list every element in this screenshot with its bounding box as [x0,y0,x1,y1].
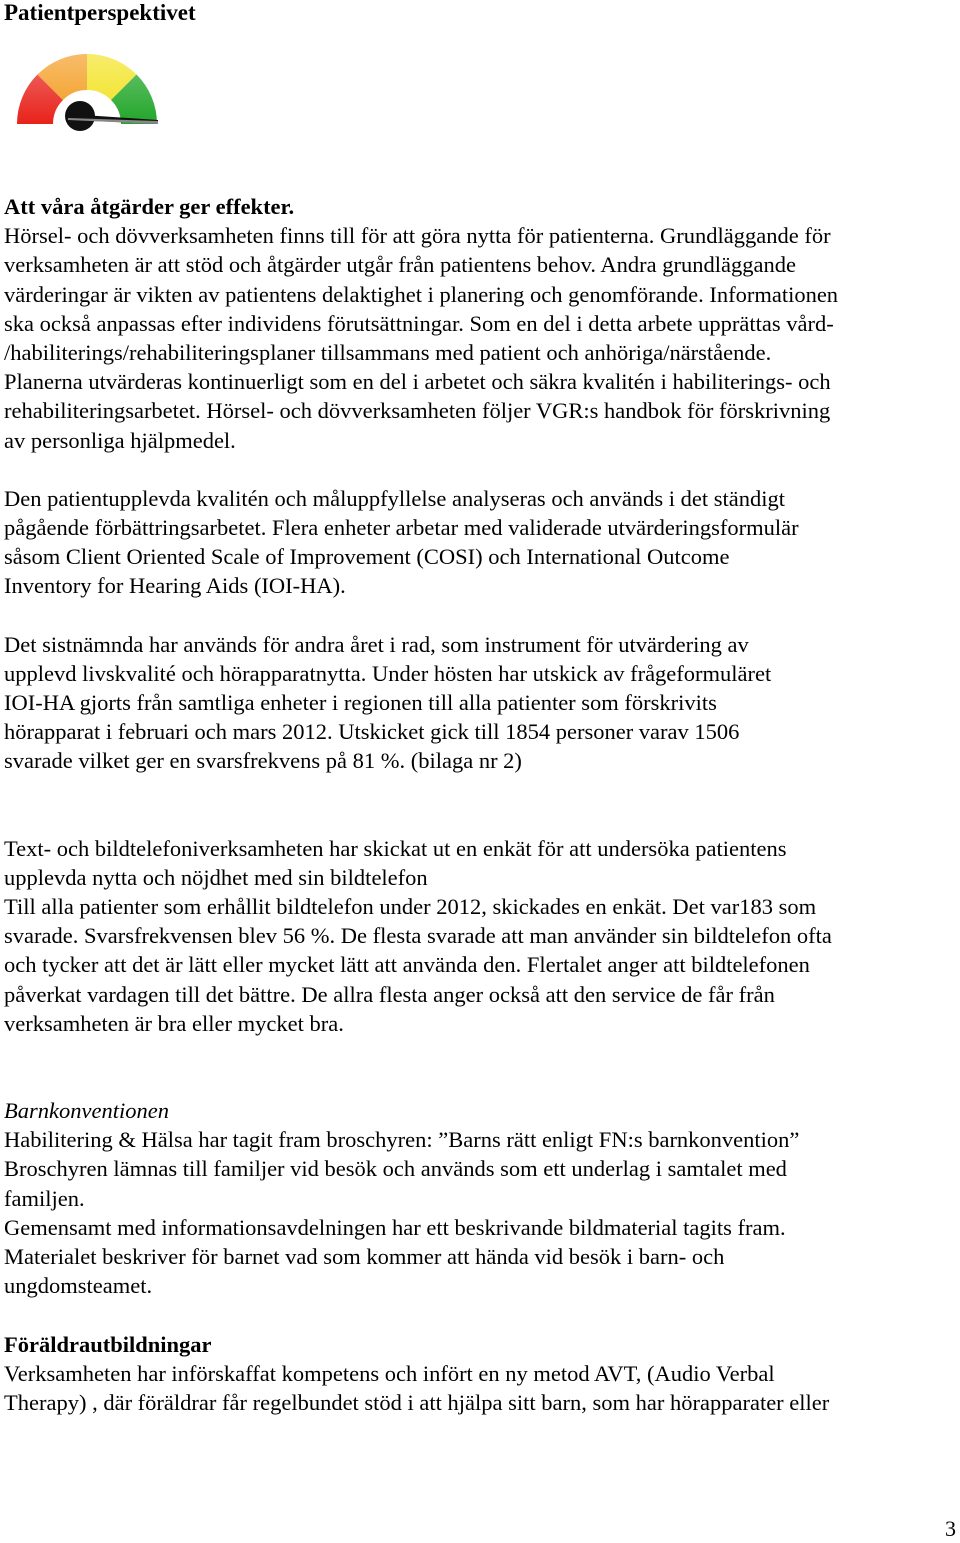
body-line: familjen. [4,1185,85,1211]
body-line: rehabiliteringsarbetet. Hörsel- och dövverksamheten följer VGR:s handbok för förskrivning [4,398,831,424]
gauge-graphic [12,44,162,144]
gauge-icon [12,44,162,144]
section-effects [4,192,952,455]
body-line: Inventory for Hearing Aids (IOI-HA). [4,573,346,599]
body-line: Planerna utvärderas kontinuerligt som en del i arbetet och säkra kvalitén i habiliterings- och [4,369,831,395]
body-line: påverkat vardagen till det bättre. De allra flesta anger också att den service de får från [4,981,775,1007]
body-line: värderingar är vikten av patientens delaktighet i planering och genomförande. Informationen [4,281,839,307]
section-heading: Föräldrautbildningar [4,1331,212,1357]
body-line: pågående förbättringsarbetet. Flera enheter arbetar med validerade utvärderingsformulär [4,515,799,541]
body-line: verksamheten är bra eller mycket bra. [4,1010,344,1036]
body-line: Det sistnämnda har används för andra året i rad, som instrument för utvärdering av [4,631,749,657]
body-line: Materialet beskriver för barnet vad som kommer att hända vid besök i barn- och [4,1244,725,1270]
body-line: IOI-HA gjorts från samtliga enheter i regionen till alla patienter som förskrivits [4,690,717,716]
document-body [4,192,952,1417]
body-line: Broschyren lämnas till familjer vid besök och används som ett underlag i samtalet med [4,1156,787,1182]
body-line: svarade. Svarsfrekvensen blev 56 %. De flesta svarade att man använder sin bildtelefon ofta [4,923,832,949]
section-parent-education [4,1330,952,1418]
body-line: Hörsel- och dövverksamheten finns till för att göra nytta för patienterna. Grundläggande för [4,223,831,249]
section-video-phone [4,834,952,1038]
body-line: svarade vilket ger en svarsfrekvens på 81 %. (bilaga nr 2) [4,748,522,774]
body-line: upplevd livskvalité och hörapparatnytta. Under hösten har utskick av frågeformuläret [4,660,772,686]
section-quality [4,484,952,601]
body-line: Verksamheten har införskaffat kompetens och infört en ny metod AVT, (Audio Verbal [4,1360,775,1386]
body-line: Den patientupplevda kvalitén och måluppfyllelse analyseras och används i det ständigt [4,485,786,511]
body-line: /habiliterings/rehabiliteringsplaner tillsammans med patient och anhöriga/närstående. [4,340,772,366]
page-number: 3 [945,1516,956,1541]
body-line: verksamheten är att stöd och åtgärder utgår från patientens behov. Andra grundläggande [4,252,796,278]
body-line: Till alla patienter som erhållit bildtelefon under 2012, skickades en enkät. Det var183 som [4,894,817,920]
body-line: Gemensamt med informationsavdelningen har ett beskrivande bildmaterial tagits fram. [4,1214,786,1240]
section-ioi-ha [4,630,952,776]
body-line: ska också anpassas efter individens förutsättningar. Som en del i detta arbete upprättas vård- [4,310,834,336]
body-line: såsom Client Oriented Scale of Improvement (COSI) och International Outcome [4,544,730,570]
body-line: Text- och bildtelefoniverksamheten har skickat ut en enkät för att undersöka patientens [4,835,787,861]
body-line: och tycker att det är lätt eller mycket lätt att använda den. Flertalet anger att bildtelefonen [4,952,810,978]
body-line: upplevda nytta och nöjdhet med sin bildtelefon [4,864,428,890]
page-title: Patientperspektivet [4,0,196,25]
body-line: ungdomsteamet. [4,1273,153,1299]
section-heading: Barnkonventionen [4,1098,169,1124]
body-line: Habilitering & Hälsa har tagit fram broschyren: ”Barns rätt enligt FN:s barnkonvention” [4,1127,800,1153]
section-child-convention [4,1096,952,1300]
body-line: av personliga hjälpmedel. [4,427,236,453]
section-heading: Att våra åtgärder ger effekter. [4,194,295,219]
body-line: hörapparat i februari och mars 2012. Utskicket gick till 1854 personer varav 1506 [4,719,740,745]
body-line: Therapy) , där föräldrar får regelbundet stöd i att hjälpa sitt barn, som har hörapparater eller [4,1389,830,1415]
